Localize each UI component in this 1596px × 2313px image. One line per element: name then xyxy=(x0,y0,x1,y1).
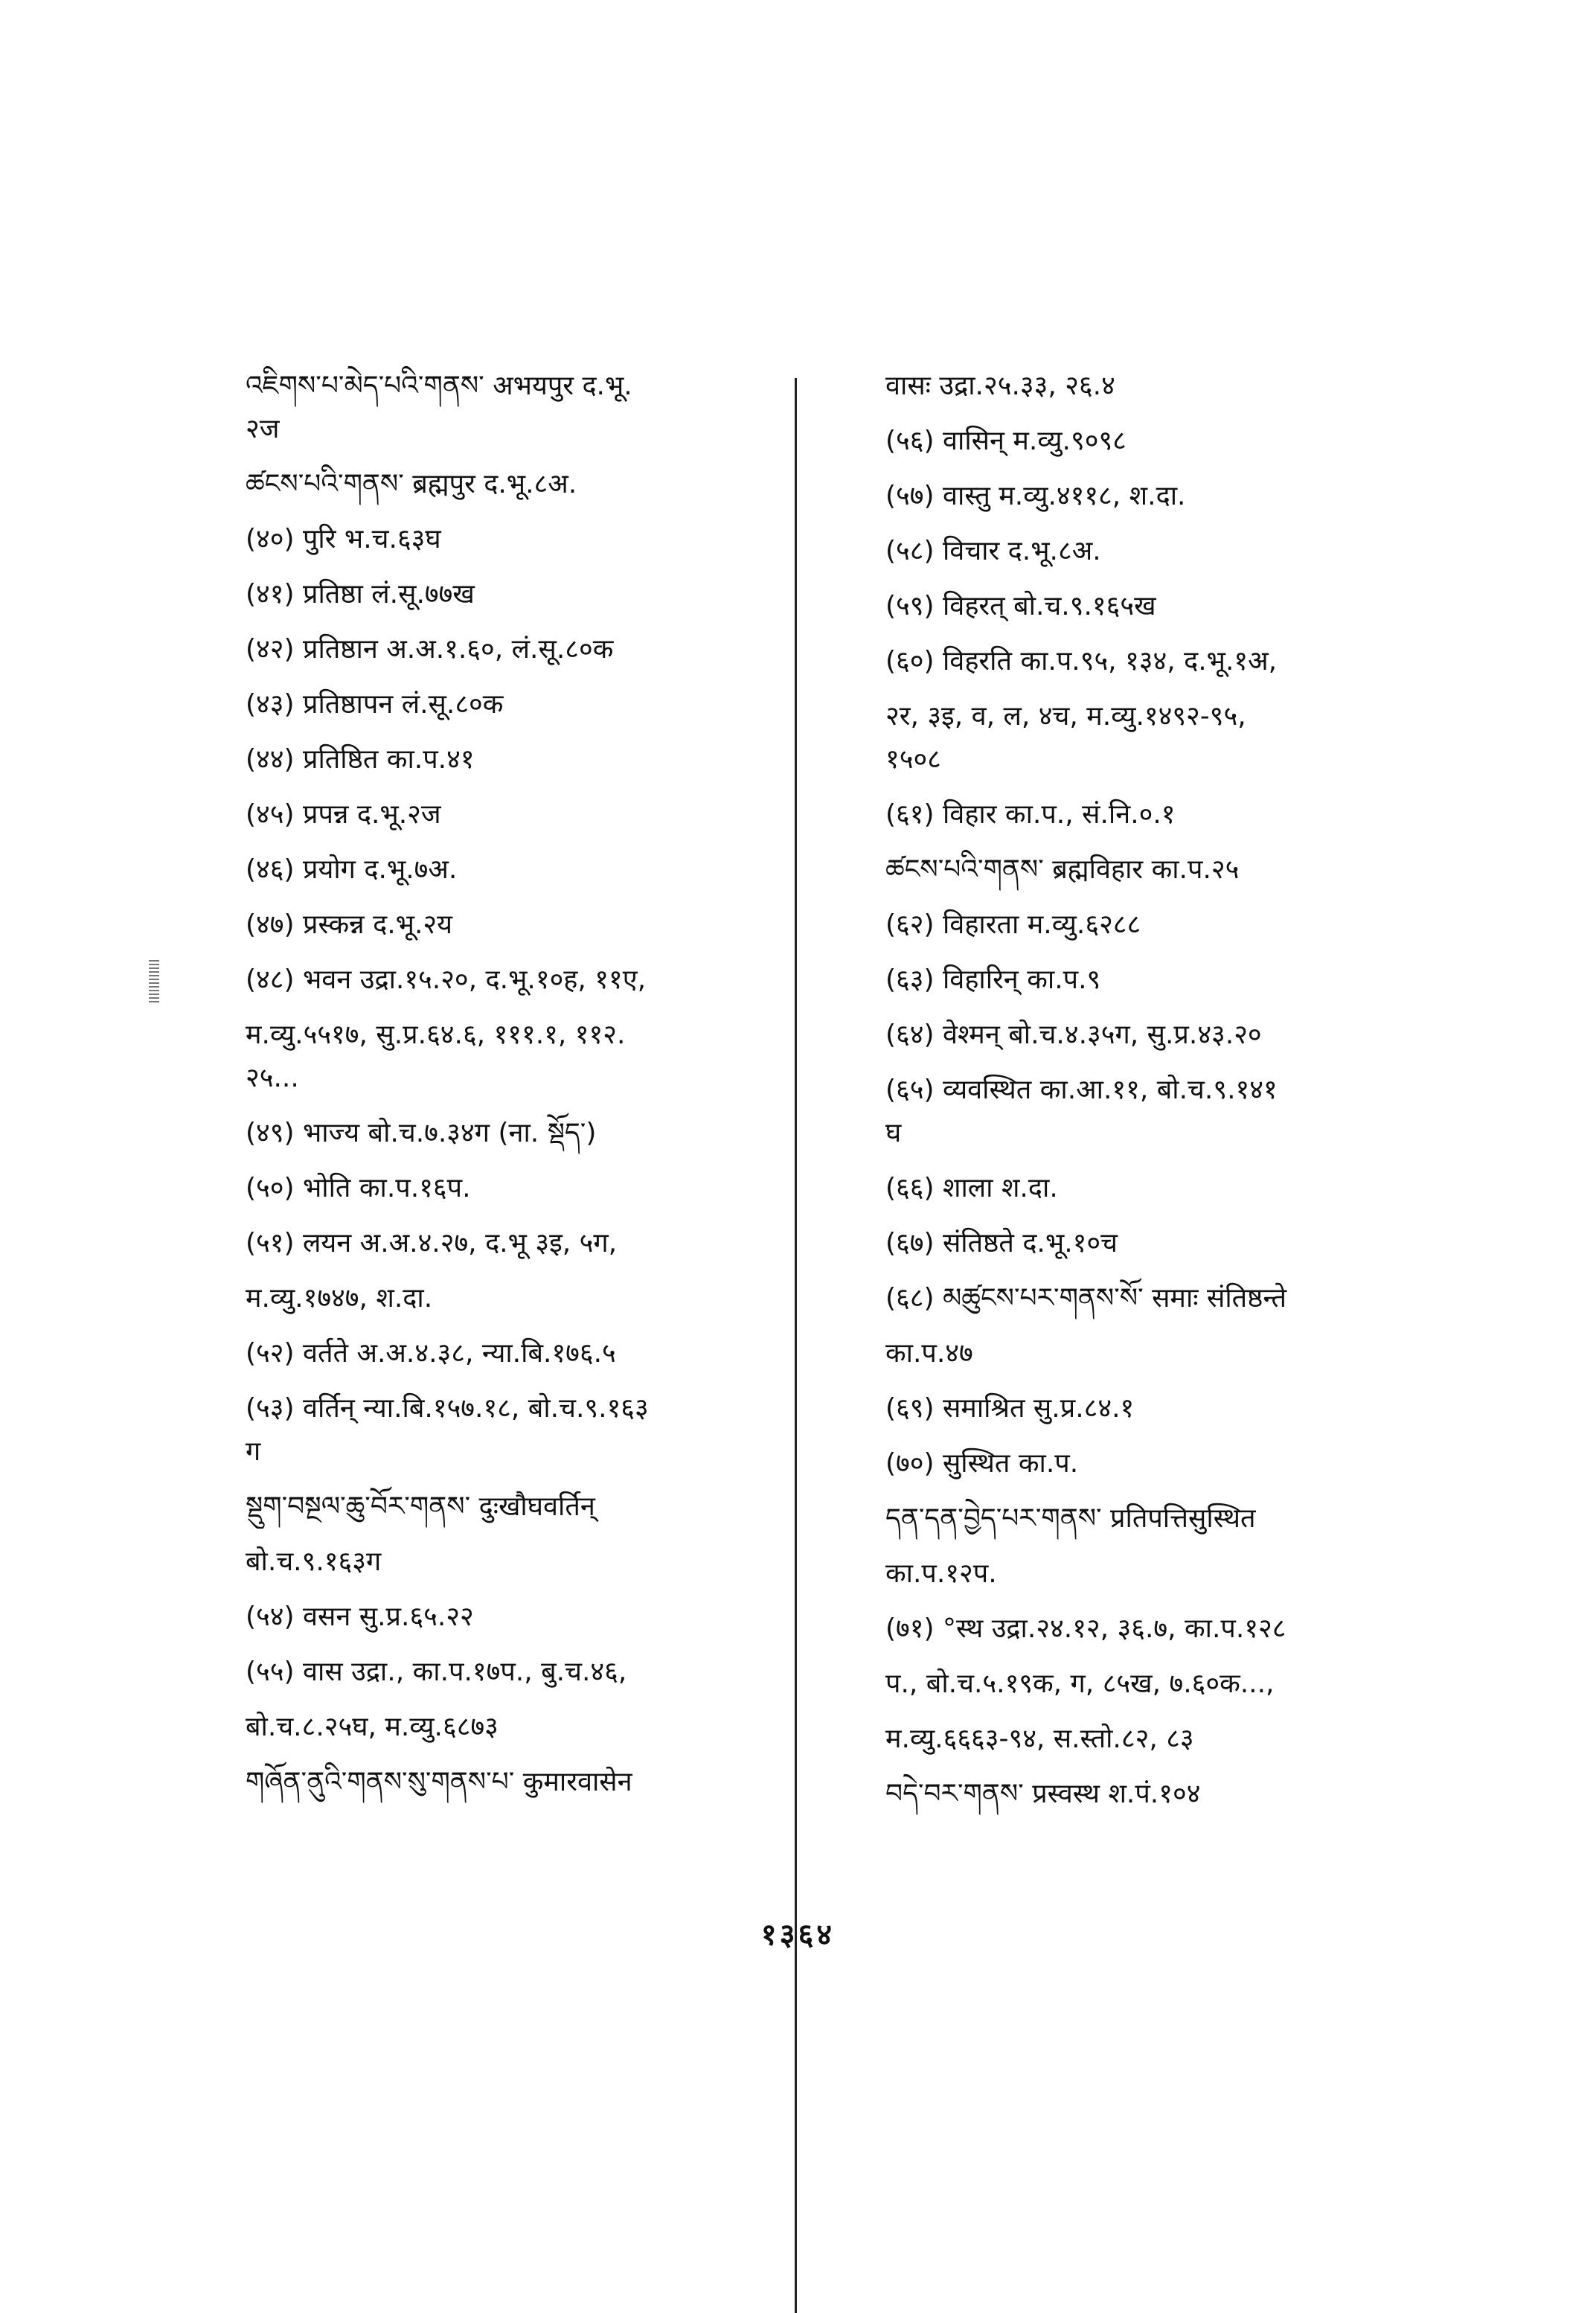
entry-line: (५९) विहरत् बो.च.९.१६५ख xyxy=(885,591,1156,621)
entry-line: (६५) व्यवस्थित का.आ.११, बो.च.९.१४१ xyxy=(885,1075,1278,1105)
entry-line: (६३) विहारिन् का.प.९ xyxy=(885,964,1101,995)
entry-line: घ xyxy=(885,1118,902,1148)
entry-line: (५४) वसन सु.प्र.६५.२२ xyxy=(246,1602,474,1632)
entry-line: का.प.४७ xyxy=(885,1338,973,1369)
entry-line: (५३) वर्तिन् न्या.बि.१५७.१८, बो.च.९.१६३ xyxy=(246,1393,649,1424)
entry-line: (४९) भाज्य बो.च.७.३४ग (ना. སྡོད་) xyxy=(246,1118,597,1148)
entry-line: བདེ་བར་གནས་ प्रस्वस्थ श.पं.१०४ xyxy=(885,1779,1201,1809)
entry-line: बो.च.८.२५घ, म.व्यु.६८७३ xyxy=(246,1712,499,1742)
entry-line: म.व्यु.१७४७, श.दा. xyxy=(246,1283,433,1314)
entry-line: २र, ३इ, व, ल, ४च, म.व्यु.१४९२-९५, xyxy=(885,701,1246,732)
entry-line: (४४) प्रतिष्ठित का.प.४१ xyxy=(246,744,475,775)
entry-line: (४७) प्रस्कन्न द.भू.२य xyxy=(246,909,452,940)
entry-line: དན་དན་བྱེད་པར་གནས་ प्रतिपत्तिसुस्थित xyxy=(885,1503,1256,1534)
entry-line: (४६) प्रयोग द.भू.७अ. xyxy=(246,854,458,885)
entry-line: २५... xyxy=(246,1063,299,1093)
entry-line: (५८) विचार द.भू.८अ. xyxy=(885,536,1101,566)
entry-line: ཚངས་པའི་གནས་ ब्रह्मविहार का.प.२५ xyxy=(885,854,1240,885)
entry-line: (६७) संतिष्ठते द.भू.१०च xyxy=(885,1228,1118,1258)
entry-line: (७०) सुस्थित का.प. xyxy=(885,1448,1079,1479)
entry-line: २ज xyxy=(246,414,280,444)
entry-line: གཞོན་ནུའི་གནས་སུ་གནས་པ་ कुमारवासेन xyxy=(246,1767,632,1797)
entry-line: बो.च.९.१६३ग xyxy=(246,1546,382,1577)
entry-line: (४०) पुरि भ.च.६३घ xyxy=(246,524,441,554)
entry-line: སྡུག་བསྔལ་ཆུ་བོར་གནས་ दुःखौघवर्तिन् xyxy=(246,1491,595,1522)
entry-line: का.प.१२प. xyxy=(885,1558,997,1589)
left-column xyxy=(246,365,789,1804)
entry-line: (६२) विहारता म.व्यु.६२८८ xyxy=(885,909,1141,940)
entry-line: (४३) प्रतिष्ठापन लं.सू.८०क xyxy=(246,689,504,720)
entry-line: ཚངས་པའི་གནས་ ब्रह्मपुर द.भू.८अ. xyxy=(246,469,577,499)
margin-mark xyxy=(149,960,159,1005)
entry-line: प., बो.च.५.१९क, ग, ८५ख, ७.६०क..., xyxy=(885,1669,1275,1699)
entry-line: (४१) प्रतिष्ठा लं.सू.७७ख xyxy=(246,579,475,610)
entry-line: (६९) समाश्रित सु.प्र.८४.१ xyxy=(885,1393,1135,1424)
entry-line: (५६) वासिन् म.व्यु.९०९८ xyxy=(885,426,1127,456)
entry-line: (५१) लयन अ.अ.४.२७, द.भू ३इ, ५ग, xyxy=(246,1228,618,1258)
entry-line: (५०) भोति का.प.१६प. xyxy=(246,1173,471,1203)
entry-line: (६४) वेश्मन् बो.च.४.३५ग, सु.प्र.४३.२० xyxy=(885,1020,1262,1050)
entry-line: (६१) विहार का.प., सं.नि.०.१ xyxy=(885,799,1176,830)
entry-line: म.व्यु.५५१७, सु.प्र.६४.६, १११.१, ११२. xyxy=(246,1020,626,1050)
entry-line: १५०८ xyxy=(885,744,941,775)
entry-line: (५७) वास्तु म.व्यु.४११८, श.दा. xyxy=(885,481,1186,511)
right-column xyxy=(885,365,1436,1816)
entry-line: (४५) प्रपन्न द.भू.२ज xyxy=(246,799,441,830)
entry-line: (६६) शाला श.दा. xyxy=(885,1173,1058,1203)
entry-line: (६०) विहरति का.प.९५, १३४, द.भू.१अ, xyxy=(885,646,1278,676)
entry-line: (४८) भवन उद्रा.१५.२०, द.भू.१०ह, ११ए, xyxy=(246,964,647,995)
entry-line: (७१) °स्थ उद्रा.२४.१२, ३६.७, का.प.१२८ xyxy=(885,1613,1286,1644)
entry-line: (६८) མཚུངས་པར་གནས་སོ་ समाः संतिष्ठन्ते xyxy=(885,1283,1286,1314)
entry-line: वासः उद्रा.२५.३३, २६.४ xyxy=(885,371,1115,401)
entry-line: (४२) प्रतिष्ठान अ.अ.१.६०, लं.सू.८०क xyxy=(246,634,614,665)
entry-line: ग xyxy=(246,1436,261,1467)
entry-line: འཇིགས་པ་མེད་པའི་གནས་ अभयपुर द.भू. xyxy=(246,371,632,401)
entry-line: म.व्यु.६६६३-९४, स.स्तो.८२, ८३ xyxy=(885,1724,1194,1754)
column-divider xyxy=(795,378,797,2313)
page-number: १३६४ xyxy=(760,1918,836,1952)
entry-line: (५५) वास उद्रा., का.प.१७प., बु.च.४६, xyxy=(246,1657,627,1687)
entry-line: (५२) वर्तते अ.अ.४.३८, न्या.बि.१७६.५ xyxy=(246,1338,616,1369)
